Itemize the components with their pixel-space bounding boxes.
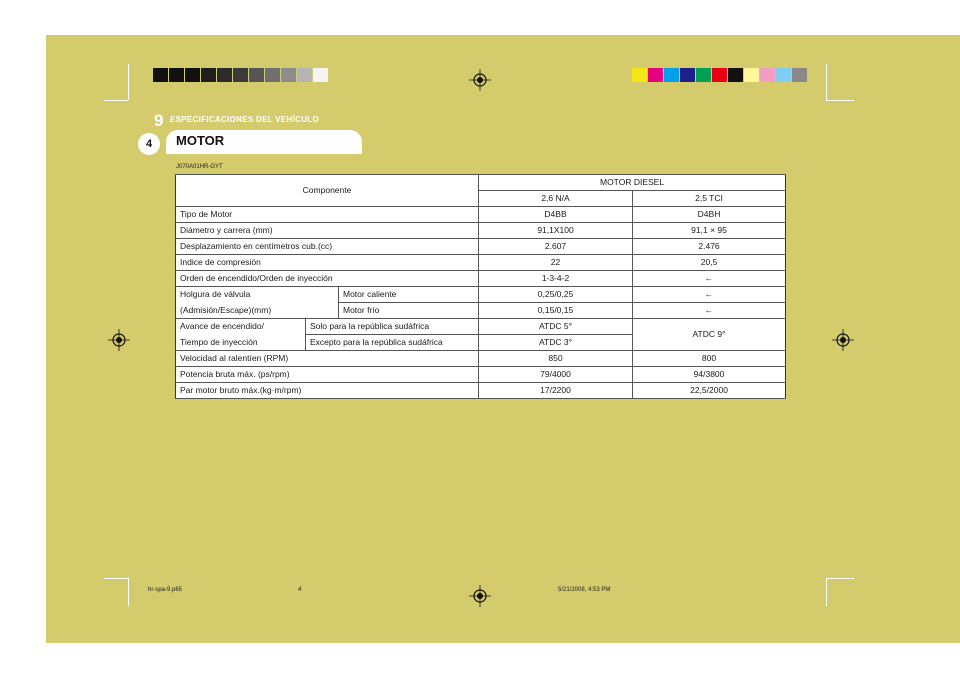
footer-file-name: hr-spa-9.p65 (148, 587, 183, 593)
row-label: Avance de encendido/ (176, 319, 306, 335)
cell-value: 1-3-4-2 (479, 271, 633, 287)
sub-label: Solo para la república sudáfrica (306, 319, 479, 335)
row-label: Par motor bruto máx.(kg·m/rpm) (176, 383, 479, 399)
table-row (176, 239, 786, 255)
color-swatch (632, 68, 647, 82)
row-label: Velocidad al ralentíen (RPM) (176, 351, 479, 367)
row-label: Potencia bruta máx. (ps/rpm) (176, 367, 479, 383)
color-swatch (696, 68, 711, 82)
page-number-badge: 4 (138, 133, 160, 155)
table-row (176, 383, 786, 399)
cell-value: 91,1 × 95 (633, 223, 786, 239)
cell-value: ← (633, 287, 786, 303)
color-swatch (664, 68, 679, 82)
cell-value: 2.607 (479, 239, 633, 255)
color-swatch (265, 68, 280, 82)
table-header-row (176, 175, 786, 191)
row-label: Holgura de válvula (176, 287, 339, 303)
sub-label: Motor frío (339, 303, 479, 319)
color-swatch (233, 68, 248, 82)
chapter-title: ESPECIFICACIONES DEL VEHÍCULO (170, 115, 320, 124)
color-swatch (249, 68, 264, 82)
cell-value: 17/2200 (479, 383, 633, 399)
color-swatch (712, 68, 727, 82)
crop-mark (104, 578, 128, 579)
cell-value: ← (633, 271, 786, 287)
cell-value: D4BB (479, 207, 633, 223)
footer-timestamp: 5/21/2008, 4:53 PM (558, 587, 611, 593)
row-label: Tiempo de inyección (176, 335, 306, 351)
crop-mark (128, 578, 129, 606)
row-label: Tipo de Motor (176, 207, 479, 223)
cell-value: 94/3800 (633, 367, 786, 383)
color-swatch (153, 68, 168, 82)
color-swatch (281, 68, 296, 82)
cell-value: 91,1X100 (479, 223, 633, 239)
cell-value: ATDC 9° (633, 319, 786, 351)
reference-code: J070A01HR-GYT (176, 164, 223, 170)
cell-value: 79/4000 (479, 367, 633, 383)
registration-mark-icon (469, 585, 491, 607)
sub-label: Motor caliente (339, 287, 479, 303)
header-engine-2: 2,5 TCI (633, 191, 786, 207)
header-component: Componente (176, 175, 479, 207)
cell-value: 22 (479, 255, 633, 271)
footer-page: 4 (298, 587, 302, 593)
table-row (176, 223, 786, 239)
registration-mark-icon (108, 329, 130, 351)
color-swatch (185, 68, 200, 82)
crop-mark (826, 578, 854, 579)
row-label: Orden de encendido/Orden de inyección (176, 271, 479, 287)
cell-value: 2.476 (633, 239, 786, 255)
color-swatch (680, 68, 695, 82)
engine-spec-table (175, 174, 786, 399)
table-row (176, 207, 786, 223)
color-swatch (776, 68, 791, 82)
color-swatch (744, 68, 759, 82)
header-engine-1: 2,6 N/A (479, 191, 633, 207)
table-row (176, 319, 786, 335)
cell-value: 0,25/0,25 (479, 287, 633, 303)
color-swatch (169, 68, 184, 82)
color-swatch (648, 68, 663, 82)
cell-value: 800 (633, 351, 786, 367)
table-row (176, 287, 786, 303)
color-swatch (728, 68, 743, 82)
color-swatch (760, 68, 775, 82)
sub-label: Excepto para la república sudáfrica (306, 335, 479, 351)
table-row (176, 367, 786, 383)
chapter-number: 9 (154, 111, 164, 130)
row-label: Diámetro y carrera (mm) (176, 223, 479, 239)
row-label: (Admisión/Escape)(mm) (176, 303, 339, 319)
crop-mark (826, 100, 854, 101)
cell-value: ATDC 5° (479, 319, 633, 335)
color-swatch-bar (632, 68, 808, 82)
cell-value: ← (633, 303, 786, 319)
table-row (176, 303, 786, 319)
registration-mark-icon (469, 69, 491, 91)
cell-value: 850 (479, 351, 633, 367)
cell-value: 22,5/2000 (633, 383, 786, 399)
registration-mark-icon (832, 329, 854, 351)
crop-mark (104, 100, 128, 101)
row-label: Indice de compresión (176, 255, 479, 271)
crop-mark (826, 578, 827, 606)
row-label: Desplazamiento en centímetros cub.(cc) (176, 239, 479, 255)
table-row (176, 255, 786, 271)
cell-value: ATDC 3° (479, 335, 633, 351)
color-swatch (792, 68, 807, 82)
cell-value: D4BH (633, 207, 786, 223)
crop-mark (826, 64, 827, 100)
color-swatch (297, 68, 312, 82)
table-row (176, 351, 786, 367)
table-row (176, 271, 786, 287)
header-motor-diesel: MOTOR DIESEL (479, 175, 786, 191)
color-swatch (313, 68, 328, 82)
cell-value: 20,5 (633, 255, 786, 271)
color-swatch (201, 68, 216, 82)
color-swatch (217, 68, 232, 82)
gray-swatch-bar (153, 68, 329, 82)
crop-mark (128, 64, 129, 100)
section-title: MOTOR (176, 133, 225, 148)
cell-value: 0,15/0,15 (479, 303, 633, 319)
